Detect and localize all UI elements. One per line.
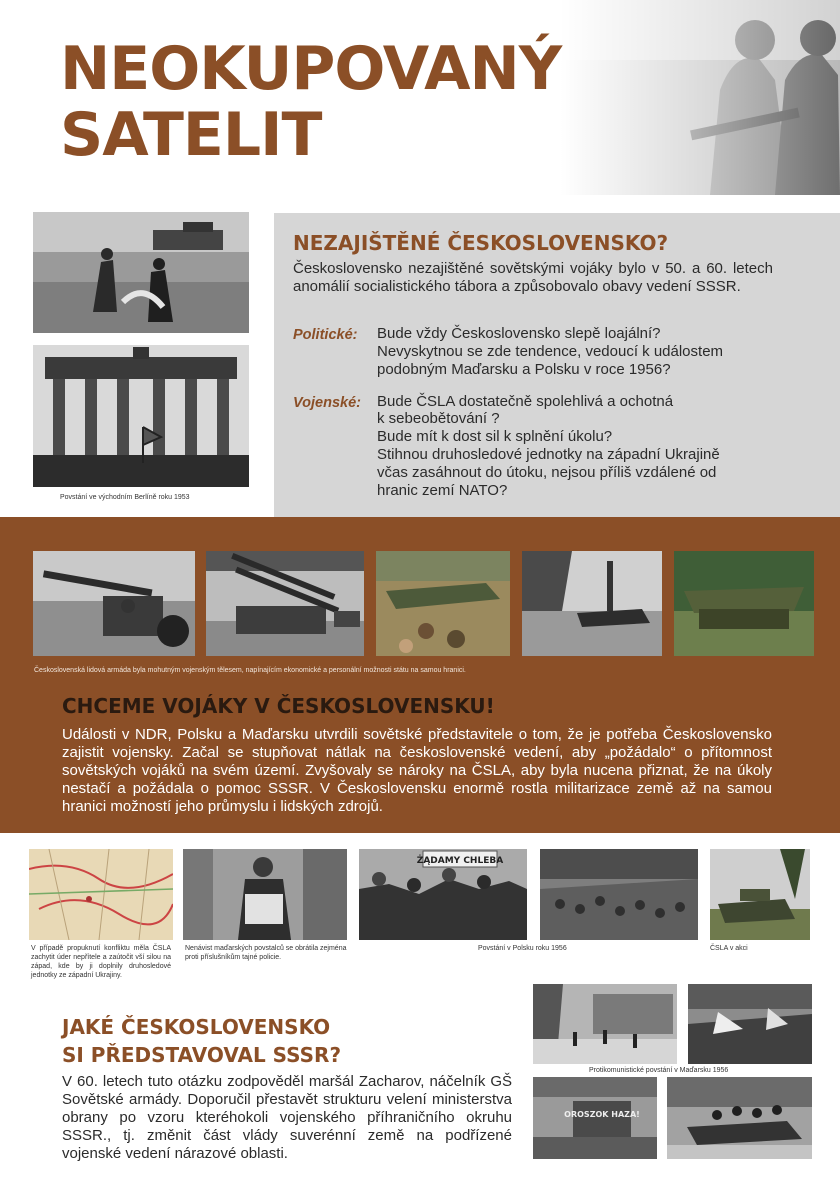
military-line: k sebeobětování ?: [377, 410, 500, 427]
section3-heading-line1: JAKÉ ČESKOSLOVENSKO: [62, 1015, 331, 1039]
photo-budapest-street: [533, 984, 677, 1064]
hungary-hate-caption: Nenávist maďarských povstalců se obrátila zejména proti příslušníkům tajné policie.: [185, 945, 347, 961]
military-label: Vojenské:: [293, 395, 361, 411]
military-line: hranic zemí NATO?: [377, 482, 508, 499]
section2-body: Události v NDR, Polsku a Maďarsku utvrdili sovětské představitele o tom, že je potřeba Československo zajistit vojensky. Začal se stupňovat nátlak na československé vedení, aby „požádalo“ o přítomnost sovětských vojáků na svém území. Zvyšovaly se nároky na ČSLA, aby byla nucena přiznat, že na úkoly nestačí a požádala o pomoc SSSR. V Československu enormě rostla militarizace země až na samou hranici možností jeho průmyslu i lidských zdrojů.: [62, 726, 772, 815]
section1-heading: NEZAJIŠTĚNÉ ČESKOSLOVENSKO?: [293, 231, 669, 255]
section3-body: V 60. letech tuto otázku zodpověděl maršál Zacharov, náčelník GŠ Sovětské armády. Doporučil přestavět strukturu velení ministerstva obrany po vzoru kteréhokoli vojenského příhraničního okruhu SSSR., tj. změnit část vlády suverénní země na podřízené vojenské vedení nárazové oblasti.: [62, 1073, 512, 1162]
csla-caption: ČSLA v akci: [710, 945, 748, 952]
photo-berlin-stones: [33, 212, 249, 333]
photo-crowd-flags: [688, 984, 812, 1064]
photo-crowd: [540, 849, 698, 940]
map-caption: V případě propuknutí konfliktu měla ČSLA zachytit úder nepřítele a zaútočit vší silou na západ, kde by ji doplnily druhosledové jednotky ze západní Ukrajiny.: [31, 945, 171, 979]
political-label: Politické:: [293, 327, 358, 343]
section1-intro: Československo nezajištěné sovětskými vojáky bylo v 50. a 60. letech anomálií socialistického tábora a způsobovalo obavy vedení SSSR.: [293, 260, 773, 295]
photo-rocket-launchers: [206, 551, 364, 656]
military-line: Bude ČSLA dostatečně spolehlivá a ochotná: [377, 393, 674, 410]
political-line: Nevyskytnou se zde tendence, vedoucí k událostem: [377, 343, 724, 360]
military-line: včas zasáhnout do útoku, nejsou příliš vzdálené od: [377, 464, 717, 481]
photo-apc-soldiers: [376, 551, 510, 656]
sign-text: OROSZOK HAZA!: [564, 1110, 640, 1119]
hungary-uprising-caption: Protikomunistické povstání v Maďarsku 1956: [589, 1067, 729, 1074]
military-line: Bude mít k dost sil k splnění úkolu?: [377, 428, 613, 445]
photo-tank-river: [522, 551, 662, 656]
photo-budapest-sign: [533, 1077, 657, 1159]
military-line: Stihnou druhosledové jednotky na západní Ukrajině: [377, 446, 720, 463]
political-line: podobným Maďarsku a Polsku v roce 1956?: [377, 361, 671, 378]
photo-bridge-layer: [674, 551, 814, 656]
page-title-line1: NEOKUPOVANÝ: [60, 34, 562, 104]
hero-photo-soldiers: [560, 0, 840, 195]
page-title: [60, 36, 561, 168]
page-title-line2: SATELIT: [60, 100, 322, 170]
poland-caption: Povstání v Polsku roku 1956: [478, 945, 567, 952]
political-line: Bude vždy Československo slepě loajální?: [377, 325, 661, 342]
section3-heading-line2: SI PŘEDSTAVOVAL SSSR?: [62, 1043, 342, 1067]
photo-csla-tank: [710, 849, 810, 940]
section2-heading: CHCEME VOJÁKY V ČESKOSLOVENSKU!: [62, 694, 495, 718]
photo-hanged-officer: [183, 849, 347, 940]
photo-poland-protest: [359, 849, 527, 940]
photo-map: [29, 849, 173, 940]
photo-brandenburg-gate: [33, 345, 249, 487]
band-photo-caption: Československá lidová armáda byla mohutným vojenským tělesem, napínajícím ekonomické a personální možnosti státu na samou hranici.: [34, 667, 466, 674]
berlin-photo-caption: Povstání ve východním Berlíně roku 1953: [60, 494, 190, 501]
photo-tank-crowd: [667, 1077, 812, 1159]
section3-heading: [62, 1013, 341, 1069]
banner-text: ŻĄDAMY CHLEBA: [416, 856, 504, 866]
photo-artillery: [33, 551, 195, 656]
